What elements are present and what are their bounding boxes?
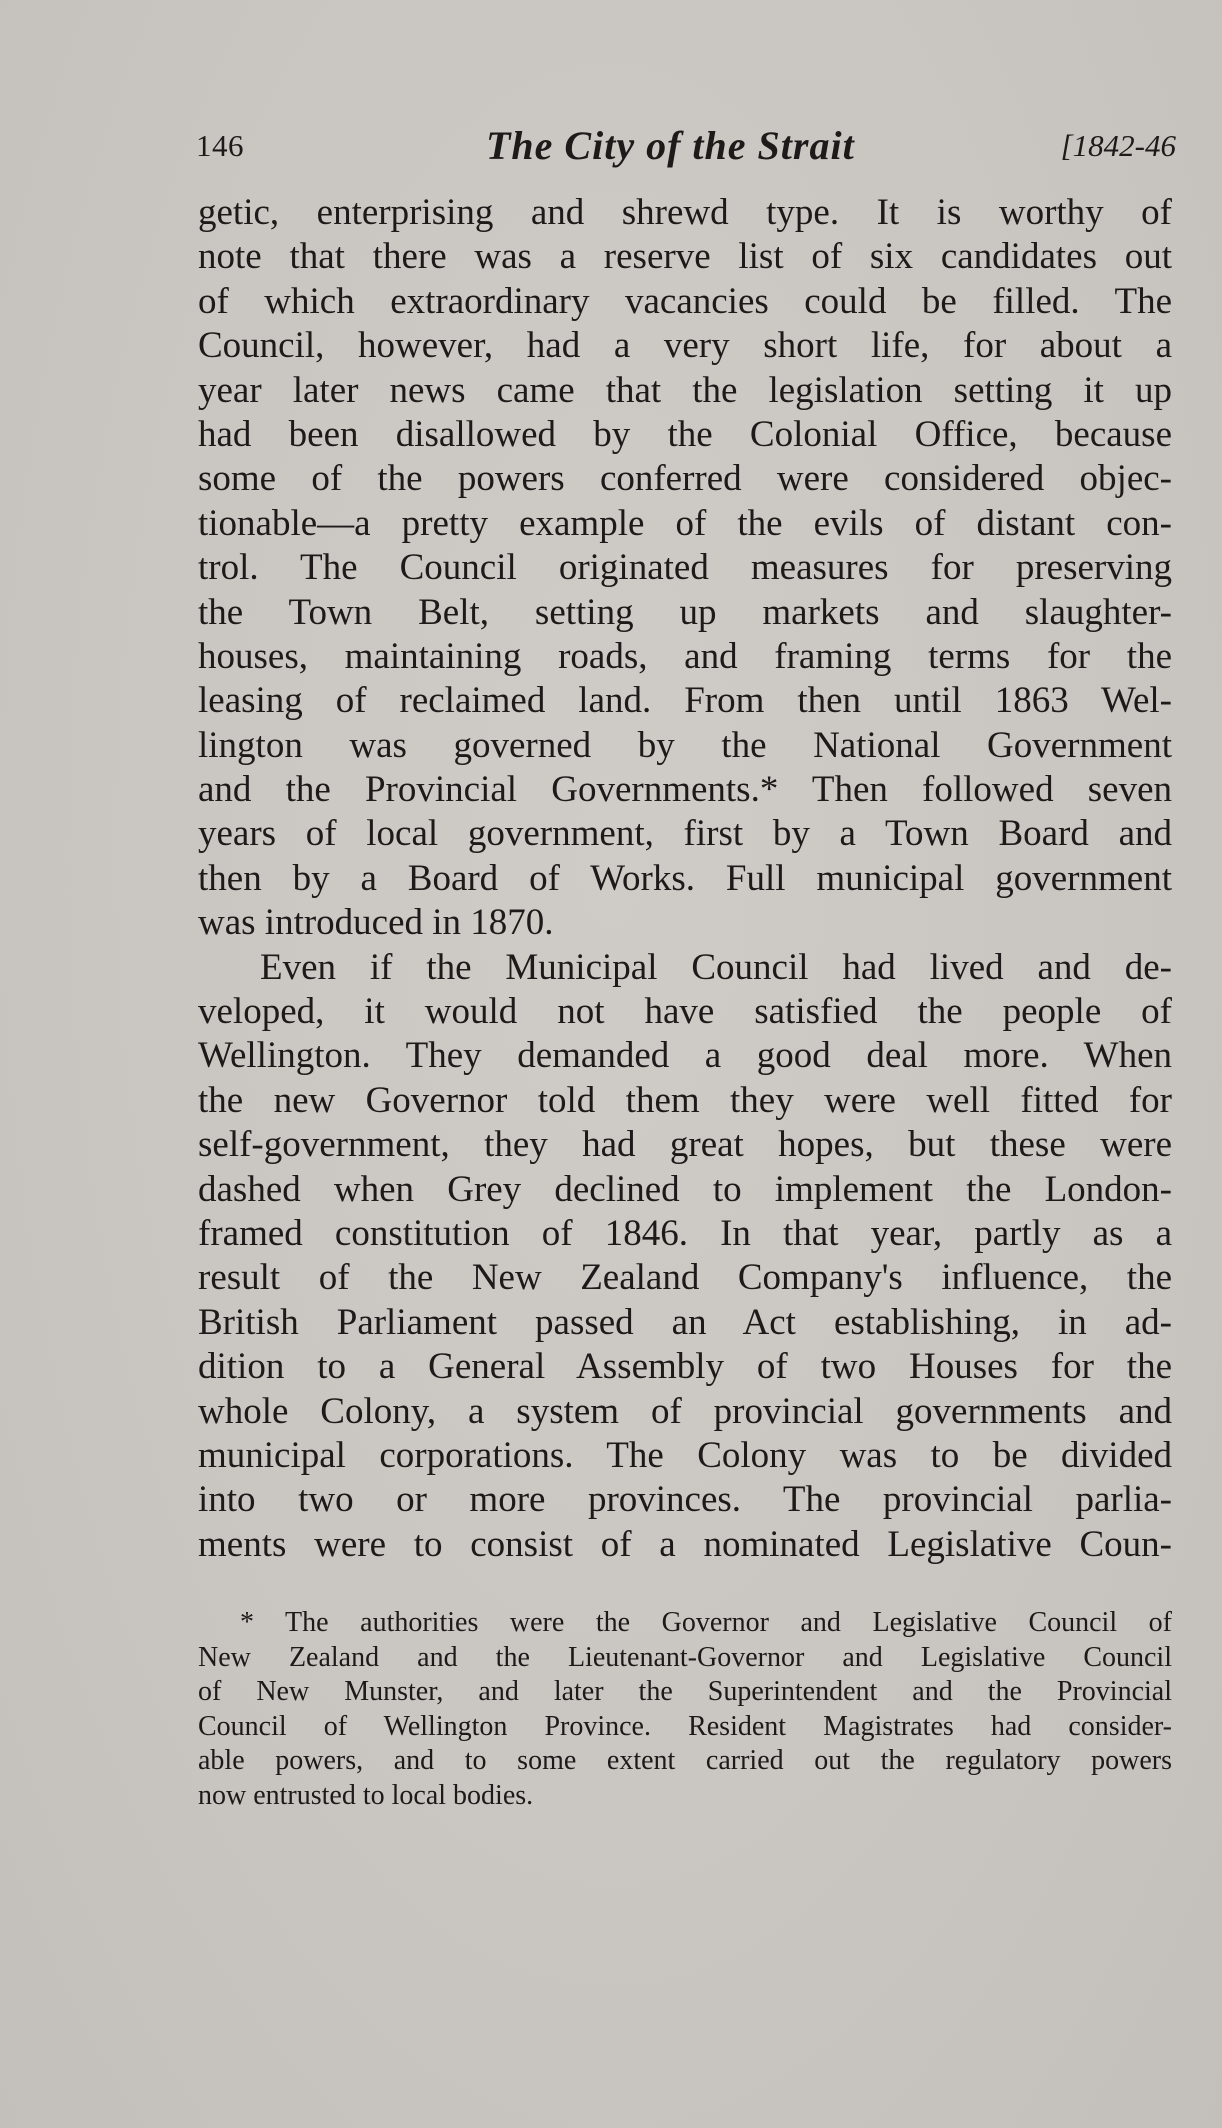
date-range: [1842-46 [1060, 128, 1176, 163]
text-line: the new Governor told them they were well fitted for [198, 1079, 1172, 1121]
text-line: note that there was a reserve list of six candidates out [198, 236, 1172, 278]
text-line: trol. The Council originated measures for preserving [198, 547, 1172, 589]
paragraph-end-line: was introduced in 1870. [198, 902, 554, 944]
footnote-line: Council of Wellington Province. Resident Magistrates had consider- [198, 1710, 1172, 1742]
text-line: dition to a General Assembly of two Houses for the [198, 1346, 1172, 1388]
text-line: Wellington. They demanded a good deal more. When [198, 1035, 1172, 1077]
text-line: leasing of reclaimed land. From then until 1863 Wel- [198, 680, 1172, 722]
text-line: of which extraordinary vacancies could be filled. The [198, 280, 1172, 322]
text-line: years of local government, first by a Town Board and [198, 813, 1172, 855]
text-line: framed constitution of 1846. In that year, partly as a [198, 1212, 1172, 1254]
running-title: The City of the Strait [486, 123, 855, 168]
text-line: lington was governed by the National Government [198, 724, 1172, 766]
text-line: dashed when Grey declined to implement the London- [198, 1168, 1172, 1210]
text-line: houses, maintaining roads, and framing terms for the [198, 635, 1172, 677]
text-line: municipal corporations. The Colony was to be divided [198, 1434, 1172, 1476]
text-line: whole Colony, a system of provincial governments and [198, 1390, 1172, 1432]
text-line: and the Provincial Governments.* Then followed seven [198, 769, 1172, 811]
footnote-line: of New Munster, and later the Superintendent and the Provincial [198, 1676, 1172, 1708]
text-line: had been disallowed by the Colonial Office, because [198, 413, 1172, 455]
text-line: ments were to consist of a nominated Legislative Coun- [198, 1523, 1172, 1565]
body-text [198, 191, 1172, 1567]
text-line: the Town Belt, setting up markets and slaughter- [198, 591, 1172, 633]
text-line: tionable—a pretty example of the evils of distant con- [198, 502, 1172, 544]
footnote-line: New Zealand and the Lieutenant-Governor and Legislative Council [198, 1641, 1172, 1673]
paragraph-start-line: Even if the Municipal Council had lived and de- [260, 946, 1172, 988]
footnote-line: able powers, and to some extent carried out the regulatory powers [198, 1745, 1172, 1777]
text-line: self-government, they had great hopes, but these were [198, 1124, 1172, 1166]
text-line: into two or more provinces. The provincial parlia- [198, 1479, 1172, 1521]
footnote [198, 1606, 1172, 1814]
text-line: result of the New Zealand Company's influence, the [198, 1257, 1172, 1299]
page-header [196, 122, 1176, 172]
text-line: Council, however, had a very short life, for about a [198, 325, 1172, 367]
footnote-line: * The authorities were the Governor and Legislative Council of [240, 1607, 1172, 1638]
text-line: veloped, it would not have satisfied the people of [198, 991, 1172, 1033]
text-line: British Parliament passed an Act establishing, in ad- [198, 1301, 1172, 1343]
text-line: then by a Board of Works. Full municipal government [198, 857, 1172, 899]
text-line: some of the powers conferred were considered objec- [198, 458, 1172, 500]
footnote-line: now entrusted to local bodies. [198, 1779, 534, 1811]
page-number: 146 [196, 128, 244, 163]
text-line: getic, enterprising and shrewd type. It is worthy of [198, 192, 1172, 233]
text-line: year later news came that the legislation setting it up [198, 369, 1172, 411]
